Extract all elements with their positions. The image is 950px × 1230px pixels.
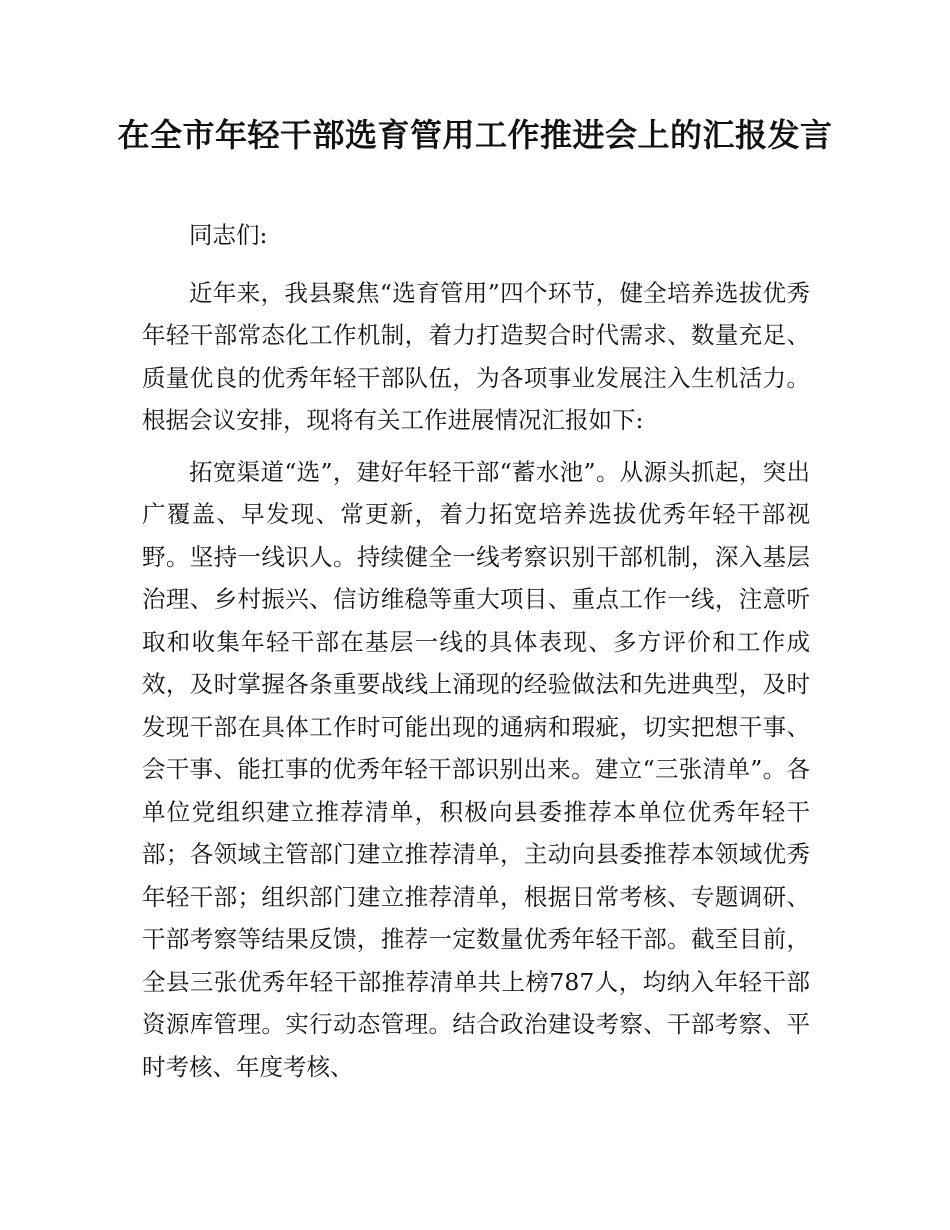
document-title: 在全市年轻干部选育管用工作推进会上的汇报发言: [117, 116, 833, 154]
paragraph-intro: 近年来，我县聚焦“选育管用”四个环节，健全培养选拔优秀年轻干部常态化工作机制，着力打造契合时代需求、数量充足、质量优良的优秀年轻干部队伍，为各项事业发展注入生机活力。根据会议安排，现将有关工作进展情况汇报如下:: [142, 278, 810, 434]
salutation: 同志们:: [189, 221, 268, 249]
paragraph-select: 拓宽渠道“选”，建好年轻干部“蓄水池”。从源头抓起，突出广覆盖、早发现、常更新，着力拓宽培养选拔优秀年轻干部视野。坚持一线识人。持续健全一线考察识别干部机制，深入基层治理、乡村振兴、信访维稳等重大项目、重点工作一线，注意听取和收集年轻干部在基层一线的具体表现、多方评价和工作成效，及时掌握各条重要战线上涌现的经验做法和先进典型，及时发现干部在具体工作时可能出现的通病和瑕疵，切实把想干事、会干事、能扛事的优秀年轻干部识别出来。建立“三张清单”。各单位党组织建立推荐清单，积极向县委推荐本单位优秀年轻干部；各领域主管部门建立推荐清单，主动向县委推荐本领域优秀年轻干部；组织部门建立推荐清单，根据日常考核、专题调研、干部考察等结果反馈，推荐一定数量优秀年轻干部。截至目前，全县三张优秀年轻干部推荐清单共上榜787人，均纳入年轻干部资源库管理。实行动态管理。结合政治建设考察、干部考察、平时考核、年度考核、: [142, 457, 810, 1081]
document-body: [142, 214, 810, 1097]
